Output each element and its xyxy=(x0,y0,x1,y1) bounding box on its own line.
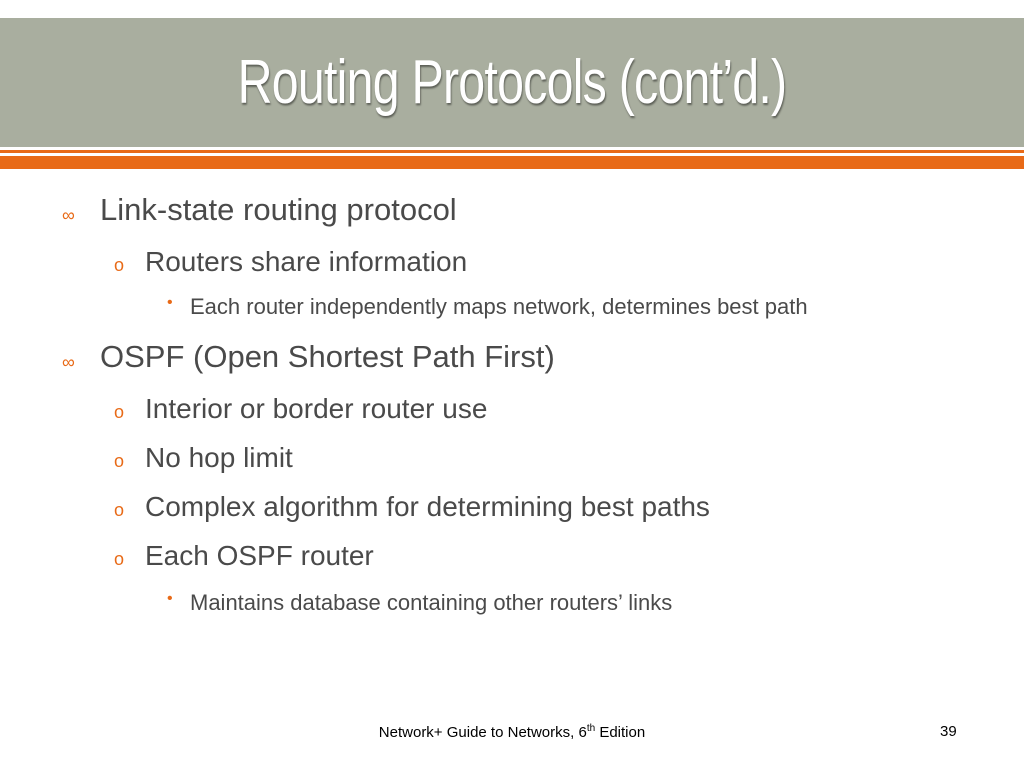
circle-bullet-icon: o xyxy=(114,500,125,520)
accent-line-thick xyxy=(0,156,1024,169)
bullet-item: Each OSPF router xyxy=(145,540,374,571)
circle-bullet-icon: o xyxy=(114,451,125,471)
circle-bullet-icon: o xyxy=(114,402,125,422)
dot-bullet-icon: • xyxy=(167,590,173,607)
accent-line-thin xyxy=(0,150,1024,153)
bullet-item: Complex algorithm for determining best paths xyxy=(145,491,710,522)
circle-bullet-icon: o xyxy=(114,255,125,275)
bullet-item: Maintains database containing other routers’ links xyxy=(190,590,673,615)
link-bullet-icon: ∞ xyxy=(62,352,75,372)
bullet-item: OSPF (Open Shortest Path First) xyxy=(100,339,555,374)
slide-title: Routing Protocols (cont’d.) xyxy=(237,48,787,117)
dot-bullet-icon: • xyxy=(167,294,173,311)
bullet-item: Link-state routing protocol xyxy=(100,192,457,227)
bullet-item: Interior or border router use xyxy=(145,393,488,424)
bullet-item: Routers share information xyxy=(145,246,468,277)
footer-text: Network+ Guide to Networks, 6th Edition xyxy=(378,723,646,741)
link-bullet-icon: ∞ xyxy=(62,205,75,225)
bullet-item: No hop limit xyxy=(145,442,293,473)
page-number: 39 xyxy=(940,723,957,740)
bullet-item: Each router independently maps network, determines best path xyxy=(190,294,808,319)
circle-bullet-icon: o xyxy=(114,549,125,569)
